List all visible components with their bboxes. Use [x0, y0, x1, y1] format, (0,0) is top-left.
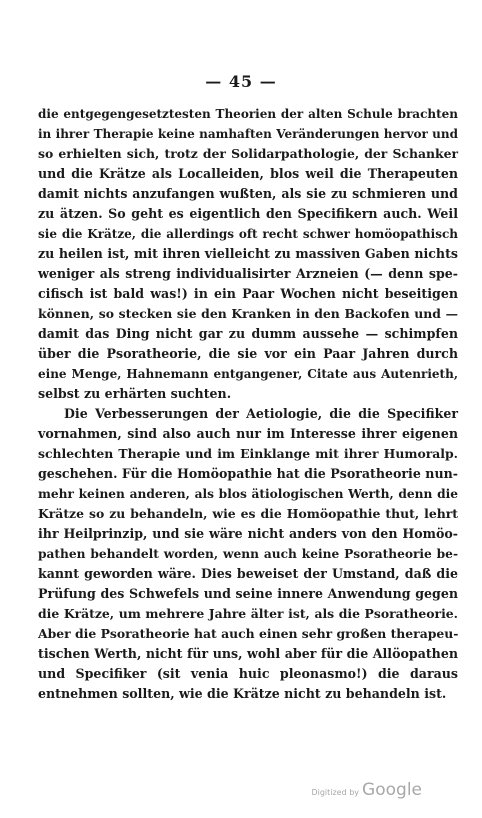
text-line: über die Psoratheorie, die sie vor ein Paar Jahren durch	[38, 346, 458, 361]
text-line: sie die Krätze, die allerdings oft recht schwer homöopathisch	[38, 227, 458, 241]
text-line: so erhielten sich, trotz der Solidarpathologie, der Schanker	[38, 146, 458, 161]
text-line: Aber die Psoratheorie hat auch einen sehr großen therapeu-	[38, 626, 459, 641]
digitized-by-label: Digitized by	[311, 788, 360, 797]
text-line: die entgegengesetztesten Theorien der alten Schule brachten	[38, 107, 458, 121]
text-line: cifisch ist bald was!) in ein Paar Wochen nicht beseitigen	[38, 286, 458, 301]
text-line: Prüfung des Schwefels und seine innere Anwendung gegen	[38, 586, 458, 601]
text-line: zu ätzen. So geht es eigentlich den Specifikern auch. Weil	[38, 206, 458, 221]
text-line: ihr Heilprinzip, und sie wäre nicht anders von den Homöo-	[38, 526, 458, 541]
text-line: geschehen. Für die Homöopathie hat die Psoratheorie nun-	[38, 466, 458, 481]
google-logo-text: Google	[362, 780, 422, 800]
text-line: damit das Ding nicht gar zu dumm aussehe — schimpfen	[38, 326, 458, 341]
text-line: schlechten Therapie und im Einklange mit ihrer Humoralp.	[38, 446, 458, 461]
text-line: und die Krätze als Localleiden, blos weil die Therapeuten	[38, 166, 458, 181]
text-line: selbst zu erhärten suchten.	[38, 386, 232, 401]
text-line: in ihrer Therapie keine namhaften Veränderungen hervor und	[38, 127, 458, 141]
text-line: eine Menge, Hahnemann entgangener, Citate aus Autenrieth,	[38, 367, 458, 381]
text-line: die Krätze, um mehrere Jahre älter ist, als die Psoratheorie.	[38, 606, 458, 621]
page-number: — 45 —	[205, 72, 277, 91]
text-line: mehr keinen anderen, als blos ätiologischen Werth, denn die	[38, 487, 458, 501]
text-line: Krätze so zu behandeln, wie es die Homöopathie thut, lehrt	[38, 506, 458, 521]
text-line: zu heilen ist, mit ihren vielleicht zu massiven Gaben nichts	[38, 246, 458, 261]
text-line: pathen behandelt worden, wenn auch keine Psoratheorie be-	[38, 547, 458, 561]
text-line: entnehmen sollten, wie die Krätze nicht zu behandeln ist.	[38, 686, 447, 701]
text-line: vornahmen, sind also auch nur im Interesse ihrer eigenen	[38, 426, 458, 441]
digitized-by-google-watermark	[311, 780, 422, 800]
text-line: und Specifiker (sit venia huic pleonasmo!) die daraus	[38, 666, 458, 681]
text-line: tischen Werth, nicht für uns, wohl aber für die Allöopathen	[38, 646, 458, 661]
body-text	[38, 104, 458, 704]
text-line: damit nichts anzufangen wußten, als sie zu schmieren und	[38, 186, 458, 201]
text-line: kannt geworden wäre. Dies beweiset der Umstand, daß die	[38, 566, 458, 581]
text-line: Die Verbesserungen der Aetiologie, die die Specifiker	[64, 406, 458, 421]
text-line: weniger als streng individualisirter Arzneien (— denn spe-	[38, 266, 458, 281]
text-line: können, so stecken sie den Kranken in den Backofen und —	[38, 306, 458, 321]
